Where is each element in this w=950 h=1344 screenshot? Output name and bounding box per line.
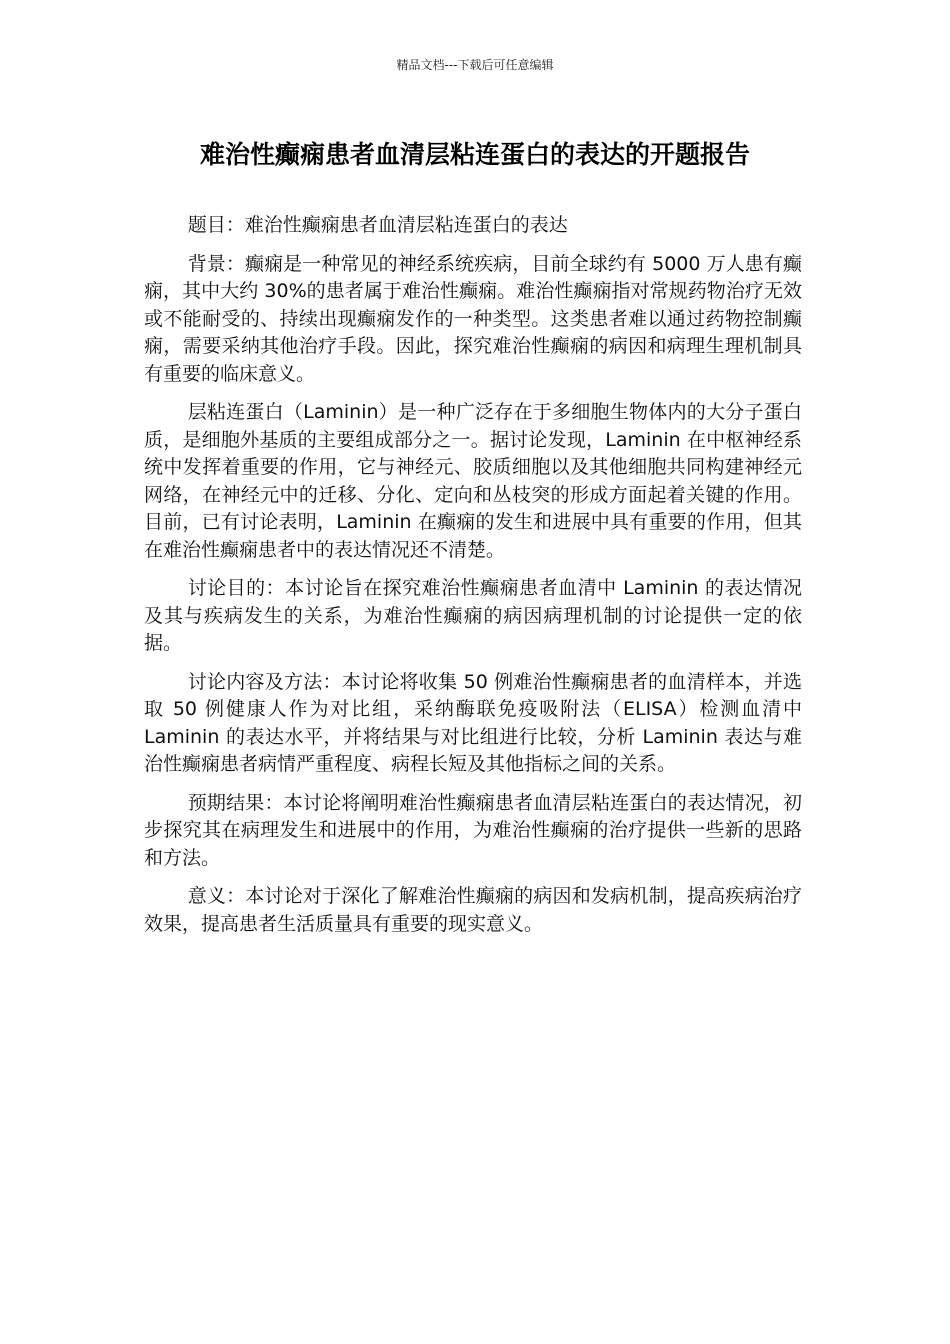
document-body xyxy=(144,212,802,949)
paragraph-topic: 题目：难治性癫痫患者血清层粘连蛋白的表达 xyxy=(187,214,568,236)
page-header-note: 精品文档---下载后可任意编辑 xyxy=(396,58,554,72)
paragraph-research-purpose: 讨论目的：本讨论旨在探究难治性癫痫患者血清中 Laminin 的表达情况及其与疾病发生的关系，为难治性癫痫的病因病理机制的讨论提供一定的依据。 xyxy=(144,577,802,654)
paragraph-expected-results: 预期结果：本讨论将阐明难治性癫痫患者血清层粘连蛋白的表达情况，初步探究其在病理发生和进展中的作用，为难治性癫痫的治疗提供一些新的思路和方法。 xyxy=(144,791,802,869)
paragraph-laminin-intro: 层粘连蛋白（Laminin）是一种广泛存在于多细胞生物体内的大分子蛋白质，是细胞外基质的主要组成部分之一。据讨论发现，Laminin 在中枢神经系统中发挥着重要的作用，它与神经元、胶质细胞以及其他细胞共同构建神经元网络，在神经元中的迁移、分化、定向和丛枝突的形成方面起着关键的作用。目前，已有讨论表明，Laminin 在癫痫的发生和进展中具有重要的作用，但其在难治性癫痫患者中的表达情况还不清楚。 xyxy=(144,401,802,561)
document-title: 难治性癫痫患者血清层粘连蛋白的表达的开题报告 xyxy=(199,140,750,169)
paragraph-significance: 意义：本讨论对于深化了解难治性癫痫的病因和发病机制，提高疾病治疗效果，提高患者生活质量具有重要的现实意义。 xyxy=(144,885,802,935)
paragraph-content-methods: 讨论内容及方法：本讨论将收集 50 例难治性癫痫患者的血清样本，并选取 50 例健康人作为对比组，采纳酶联免疫吸附法（ELISA）检测血清中 Laminin 的表达水平，并将结果与对比组进行比较，分析 Laminin 表达与难治性癫痫患者病情严重程度、病程长短及其他指标之间的关系。 xyxy=(144,670,802,775)
paragraph-background: 背景：癫痫是一种常见的神经系统疾病，目前全球约有 5000 万人患有癫痫，其中大约 30%的患者属于难治性癫痫。难治性癫痫指对常规药物治疗无效或不能耐受的、持续出现癫痫发作的一种类型。这类患者难以通过药物控制癫痫，需要采纳其他治疗手段。因此，探究难治性癫痫的病因和病理生理机制具有重要的临床意义。 xyxy=(144,252,802,385)
